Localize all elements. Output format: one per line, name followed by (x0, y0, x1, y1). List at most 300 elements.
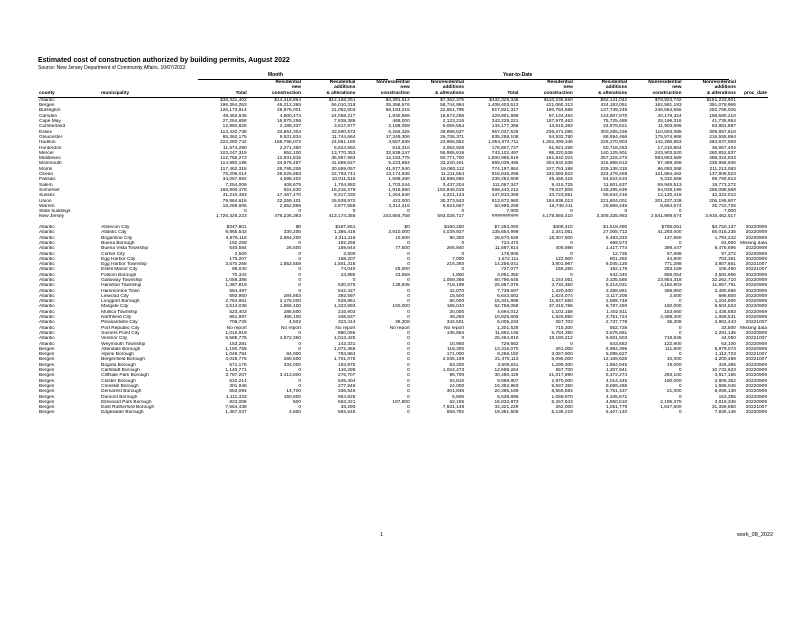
table-cell: 197,570,463 (546, 119, 573, 125)
table-cell: 192,258 (229, 240, 247, 246)
table-cell: 568,440,212 (491, 187, 519, 193)
table-cell: Carlstadt Borough (101, 368, 140, 374)
table-cell: 147,550 (664, 235, 682, 241)
table-cell: 12,169,626 (603, 357, 628, 363)
table-cell: 153,355 (718, 394, 736, 400)
table-cell: 12,120,418 (657, 193, 682, 199)
table-cell: 23,954,318 (657, 277, 682, 283)
table-cell: 2,582,956 (714, 272, 736, 278)
table-cell: 2,970,000 (551, 378, 573, 384)
table-cell: 12,950,826 (222, 124, 247, 130)
table-cell: 4,345,571 (605, 394, 628, 400)
table-cell: 2,062,928 (442, 145, 465, 151)
table-cell: 155,250 (555, 267, 573, 273)
table-cell: 7,000 (723, 209, 736, 215)
table-cell: 32,262,710 (711, 277, 736, 283)
table-cell: 408,675 (283, 182, 302, 188)
table-cell: 1,104,600 (714, 299, 736, 305)
ytd-hdr-res-add-3: & alterations (574, 91, 628, 98)
table-cell: 2,188,058 (388, 124, 410, 130)
table-cell: 243,884,758 (383, 214, 410, 220)
table-cell: 434,183,051 (600, 103, 628, 109)
table-cell: 44,050 (721, 336, 736, 342)
table-cell: Bergen (39, 357, 55, 363)
table-cell: 10,000 (666, 357, 682, 363)
table-cell: $7,362,375 (440, 97, 465, 103)
table-cell: 25,000 (395, 267, 410, 273)
table-cell: 9,415,725 (551, 182, 573, 188)
table-cell: 771,288 (664, 262, 682, 268)
table-cell: 31,359,850 (711, 405, 736, 411)
table-cell: 727,077 (501, 267, 519, 273)
table-cell: 168,796,072 (274, 140, 302, 146)
table-cell: 196,364,253 (219, 103, 247, 109)
table-cell: 88,220,539 (548, 150, 573, 156)
ytd-hdr-nonres-add-1: Nonresidential (702, 80, 736, 85)
table-cell: 3,576,661 (605, 330, 628, 336)
table-cell: 236,271,086 (546, 129, 573, 135)
table-cell: 6,964,396 (605, 346, 628, 352)
table-cell: 5,643,582 (497, 293, 519, 299)
hdr-nonres-new-2: new (400, 85, 410, 91)
table-cell: 852,100 (283, 150, 302, 156)
table-cell: 543,662 (609, 341, 628, 347)
table-cell: 3,807,661 (714, 262, 736, 268)
table-cell: 284,853 (283, 293, 302, 299)
table-cell: $160,250 (444, 225, 465, 231)
table-cell: 99,769,913 (711, 177, 736, 183)
table-cell: 41,869,627 (331, 161, 356, 167)
table-cell: 36,957,404 (711, 145, 736, 151)
table-cell: 136,864 (446, 330, 465, 336)
report-title: Estimated cost of construction authorized by building permits, August 2022 (38, 57, 290, 64)
table-cell: 1,302,499,346 (542, 140, 573, 146)
table-cell: 4,039,927 (442, 230, 465, 236)
table-cell: 1,701,076 (334, 357, 356, 363)
table-cell: 20220909 (745, 293, 767, 299)
hdr-res-new-1: Residential (275, 80, 302, 85)
table-cell: 252,766,025 (709, 108, 736, 114)
table-cell: 78,037,806 (548, 187, 573, 193)
table-cell: 0 (678, 240, 682, 246)
table-cell: 20220909 (745, 346, 767, 352)
table-cell: 718,845 (664, 336, 682, 342)
table-cell: 659,792 (446, 410, 465, 416)
table-cell: Allendale Borough (101, 346, 141, 352)
table-cell: 1,058,531 (714, 315, 736, 321)
table-cell: 1,059,386 (225, 277, 247, 283)
table-cell: 1,051,779 (605, 405, 628, 411)
table-cell: 20221007 (745, 336, 767, 342)
table-cell: 41,293,000 (657, 230, 682, 236)
table-cell: 20220909 (745, 256, 767, 262)
table-cell: 201,237,339 (654, 198, 682, 204)
table-cell: 610,214 (229, 378, 247, 384)
table-cell: 222,280,742 (219, 140, 247, 146)
table-cell: 20220909 (745, 362, 767, 368)
table-cell: 2,764,861 (225, 299, 247, 305)
table-cell: 7,000 (506, 209, 519, 215)
hdr-res-new-2: new (291, 85, 302, 91)
table-cell: 398,447 (664, 246, 682, 252)
table-cell: 3,057,900 (551, 352, 573, 358)
table-cell: 135,654,998 (491, 230, 519, 236)
table-cell: $4,391,912 (385, 97, 410, 103)
table-cell: 29,025,883 (277, 172, 302, 178)
table-cell: 0 (407, 405, 410, 411)
table-cell: 41,977,940 (385, 166, 410, 172)
table-cell: 1,598,260 (388, 177, 410, 183)
table-cell: 19,060,112 (440, 166, 465, 172)
table-cell: 466,100 (283, 315, 302, 321)
table-cell: 1,852,559 (279, 262, 302, 268)
table-cell: 65,015,235 (711, 230, 736, 236)
table-cell: 3,801,967 (551, 262, 573, 268)
table-cell: Egg Harbor City (101, 256, 136, 262)
table-cell: 0 (407, 346, 410, 352)
table-cell: 6,501,503 (605, 336, 628, 342)
table-cell: State buildings (39, 209, 71, 215)
table-cell: 2,341,051 (551, 230, 573, 236)
table-cell: 816,845,266 (491, 172, 519, 178)
table-cell: 0 (298, 240, 302, 246)
table-cell: Bergen (39, 383, 55, 389)
hdr-county: county (38, 91, 100, 98)
table-cell: 392,597 (338, 293, 356, 299)
table-cell: Somers Point City (101, 330, 140, 336)
table-cell: 247,753,198 (546, 166, 573, 172)
table-cell: 6,095,000 (551, 357, 573, 363)
table-cell: Corbin City (101, 251, 125, 257)
table-cell: 16,749,411 (549, 203, 573, 209)
table-cell: 615,310 (392, 145, 410, 151)
table-cell: 535,258,108 (491, 134, 519, 140)
table-cell: 413,174,355 (328, 214, 356, 220)
table-cell: 4,502 (289, 320, 302, 326)
table-cell: Folsom Borough (101, 272, 137, 278)
table-cell: 3,437,204 (442, 182, 465, 188)
table-cell: 2,195,375 (660, 399, 682, 405)
table-cell: 0 (570, 341, 573, 347)
table-cell: 11,697,814 (494, 246, 519, 252)
table-cell: 171,000 (446, 352, 465, 358)
table-cell: 277,946 (338, 383, 356, 389)
table-cell: 17,349,306 (385, 134, 410, 140)
table-cell: 20221007 (745, 352, 767, 358)
table-cell: 26,939,972 (331, 198, 356, 204)
table-cell: 114,992,196 (220, 161, 247, 167)
table-cell: 15,500 (449, 293, 465, 299)
table-cell: 5,585,775 (225, 336, 247, 342)
table-cell: 0 (298, 209, 302, 215)
table-cell: Cumberland (39, 124, 66, 130)
table-cell: 121,964,462 (654, 172, 682, 178)
table-cell: 0 (461, 240, 465, 246)
table-cell: 301,848 (446, 389, 465, 395)
table-cell: 20220909 (745, 341, 767, 347)
table-cell: Estell Manor City (101, 267, 138, 273)
table-cell: No report (335, 325, 356, 331)
table-cell: 323,414 (338, 320, 356, 326)
table-cell: 20220909 (745, 410, 767, 416)
table-cell: 3,677,656 (334, 203, 356, 209)
table-cell: 0 (407, 277, 410, 283)
table-cell: 137,739,249 (600, 108, 628, 114)
table-cell: 801,250 (609, 256, 628, 262)
table-cell: 20220909 (745, 299, 767, 305)
table-cell: 2,589,748 (605, 299, 628, 305)
table-cell: 1,703,244 (388, 182, 410, 188)
table-cell: 2,963,443 (714, 320, 736, 326)
table-cell: 40,178,324 (657, 113, 682, 119)
table-cell: 10,011,515 (331, 177, 356, 183)
table-cell: 2,176,000 (279, 299, 302, 305)
table-cell: 20221007 (745, 320, 767, 326)
table-cell: $0 (404, 225, 410, 231)
table-cell: 500 (293, 399, 302, 405)
table-cell: Atlantic (39, 230, 55, 236)
table-cell: 326,366 (718, 362, 736, 368)
table-cell: 26,500 (286, 246, 302, 252)
table-cell: Missing data (740, 240, 767, 246)
table-cell: 12,193,775 (385, 156, 410, 162)
table-cell: 0 (407, 368, 410, 374)
table-cell: 111,600 (664, 346, 682, 352)
table-cell: 593,028,717 (437, 214, 465, 220)
table-cell: Edgewater Borough (101, 410, 144, 416)
table-cell: 49,462,845 (222, 113, 247, 119)
table-cell: 13,770,353 (331, 150, 356, 156)
table-cell: 5,597,350 (551, 383, 573, 389)
table-cell: 22,951,795 (440, 108, 465, 114)
table-cell: 1,686,045 (714, 383, 736, 389)
table-cell: 429,801,898 (491, 113, 519, 119)
table-cell: 2,500 (343, 251, 356, 257)
table-cell: Union (39, 198, 52, 204)
table-cell: 60,996,259 (494, 203, 519, 209)
table-cell: Linwood City (101, 293, 129, 299)
table-cell: 1,140,771 (225, 368, 247, 374)
table-cell: 3,751,724 (605, 315, 628, 321)
table-cell: 17,467,470 (277, 193, 302, 199)
table-cell: Bergen (39, 373, 55, 379)
table-cell: 46,212,365 (277, 103, 302, 109)
table-cell: 168,207 (338, 256, 356, 262)
table-cell: Atlantic (39, 246, 55, 252)
table-cell: 1,402,611 (606, 309, 628, 315)
table-cell: 90,300 (449, 235, 465, 241)
table-cell: 0 (298, 256, 302, 262)
table-cell: 1,864,945 (605, 362, 628, 368)
table-cell: Atlantic (39, 251, 55, 257)
table-cell: 3,314,416 (388, 203, 410, 209)
table-cell: 1,059,970 (551, 394, 573, 400)
table-cell: $14,418,864 (274, 97, 302, 103)
table-cell: 0 (298, 341, 302, 347)
table-cell: 25,454,810 (494, 336, 519, 342)
table-cell: 5,056,554 (442, 124, 465, 130)
table-cell: Bergen (39, 389, 55, 395)
table-cell: 150,000 (392, 304, 410, 310)
table-cell: 0 (407, 256, 410, 262)
table-cell: 0 (678, 368, 682, 374)
table-cell: Atlantic (39, 97, 55, 103)
table-cell: 148,285,639 (600, 187, 628, 193)
table-cell: 224,478,459 (600, 172, 628, 178)
table-cell: 25,987,075 (494, 283, 519, 289)
table-cell: 3,514,036 (225, 304, 247, 310)
table-cell: 22,793,741 (331, 172, 356, 178)
table-cell: 422,000 (392, 198, 410, 204)
table-cell: 0 (678, 209, 682, 215)
table-cell: 563,321 (338, 399, 356, 405)
table-cell: 1,102,158 (551, 309, 573, 315)
table-cell: 36,308 (666, 320, 682, 326)
table-cell: 35,396,576 (385, 103, 410, 109)
table-cell: 60,718,263 (603, 145, 628, 151)
table-cell: Northfield City (101, 315, 132, 321)
table-cell: 25,722,725 (711, 203, 736, 209)
table-cell: 0 (570, 251, 573, 257)
table-cell: 9,531,834 (279, 134, 302, 140)
table-cell: 54,532,780 (548, 134, 573, 140)
table-cell: 20220909 (745, 304, 767, 310)
table-cell: 113,420,738 (220, 129, 247, 135)
table-cell: Bergen (39, 103, 55, 109)
table-cell: $38,331,402 (219, 97, 247, 103)
table-cell: 957,037,525 (491, 129, 519, 135)
table-cell: 14,256,041 (494, 262, 519, 268)
table-cell: 4,550,510 (605, 399, 628, 405)
table-cell: 11,801,637 (603, 182, 628, 188)
table-cell: 2,737,779 (605, 320, 628, 326)
table-cell: 24,876,621 (603, 124, 628, 130)
table-cell: Bergen (39, 362, 55, 368)
table-cell: 5,538,896 (497, 394, 519, 400)
table-cell: 0 (678, 299, 682, 305)
table-cell: No report (226, 325, 247, 331)
table-cell: Galloway Township (101, 277, 143, 283)
report-source: Source: New Jersey Department of Community Affairs, 10/07/2022 (38, 65, 186, 71)
table-cell: 0 (244, 209, 247, 215)
table-cell: 5,751,437 (605, 389, 628, 395)
table-cell: 1,647,600 (660, 405, 682, 411)
table-cell: Passaic (39, 177, 56, 183)
table-cell: 112,755,273 (220, 156, 247, 162)
table-cell: 4,572,350 (279, 336, 302, 342)
table-cell: No report (444, 325, 465, 331)
table-cell: 262,000 (555, 405, 573, 411)
table-cell: Camden (39, 113, 58, 119)
table-cell: 216,393 (446, 262, 465, 268)
table-cell: 0 (407, 394, 410, 400)
table-cell: 468,000 (392, 119, 410, 125)
table-cell: 4,598,402 (279, 177, 302, 183)
table-cell: 30,490,429 (494, 373, 519, 379)
table-cell: 27,005,712 (603, 230, 628, 236)
table-cell: 4,178,565,410 (542, 214, 573, 220)
table-cell: 37,315,786 (548, 304, 573, 310)
table-cell: Hammonton Town (101, 288, 140, 294)
table-cell: 316,958,613 (600, 161, 628, 167)
table-cell: $151,233,901 (706, 97, 736, 103)
table-cell: 5,372,274 (605, 373, 628, 379)
table-cell: 1,385,416 (334, 230, 356, 236)
table-cell: 330,200 (283, 230, 302, 236)
table-cell: 0 (298, 251, 302, 257)
table-cell: Atlantic (39, 309, 55, 315)
table-cell: 10,925,605 (494, 315, 519, 321)
table-cell: 11,903,596 (657, 124, 682, 130)
table-cell: $78,924,732 (654, 97, 682, 103)
table-cell: 469,850 (664, 288, 682, 294)
table-cell: 1,072,465 (334, 346, 356, 352)
table-cell: 6,483,333 (605, 235, 628, 241)
table-cell: 3,787,207 (225, 373, 247, 379)
table-cell: 9,865,543 (225, 230, 247, 236)
table-cell: $1,519,490 (603, 225, 628, 231)
table-cell: 0 (407, 357, 410, 363)
table-cell: 0 (298, 368, 302, 374)
table-cell: 13,515,282 (548, 124, 573, 130)
table-cell: Port Republic City (101, 325, 140, 331)
table-cell: 0 (298, 378, 302, 384)
table-cell: 528,861 (338, 299, 356, 305)
table-cell: Gloucester (39, 134, 63, 140)
table-cell: 523,403 (229, 309, 247, 315)
table-cell: 2,652,866 (279, 203, 302, 209)
table-cell: 880,055 (338, 330, 356, 336)
table-cell: 6,045,125 (605, 262, 628, 268)
table-cell: 9,969,807 (497, 378, 519, 384)
table-cell: 44,600 (666, 256, 682, 262)
table-cell: 6,056,138 (714, 389, 736, 395)
table-cell: Elmwood Park Borough (101, 399, 152, 405)
table-cell: 2,564,200 (279, 235, 302, 241)
table-cell: $92,131,042 (600, 97, 628, 103)
table-cell: 530,575 (338, 283, 356, 289)
table-cell: 20220909 (745, 399, 767, 405)
table-cell: 3,335,586 (605, 277, 628, 283)
table-cell: 0 (407, 330, 410, 336)
table-cell: 26,736,371 (440, 134, 465, 140)
table-cell: 150,800 (283, 394, 302, 400)
table-cell: 30,659,057 (331, 166, 356, 172)
table-cell: 18,698,865 (440, 177, 465, 183)
table-cell: 6,624,692 (334, 145, 356, 151)
table-cell: 593,683,689 (654, 156, 682, 162)
table-cell: 0 (407, 251, 410, 257)
table-cell: Atlantic (39, 256, 55, 262)
table-cell: 238,958,946 (709, 161, 736, 167)
table-cell: 246,554,555 (654, 108, 682, 114)
table-cell: 3,413,800 (279, 373, 302, 379)
table-cell: 16,832,873 (494, 399, 519, 405)
table-cell: Atlantic (39, 320, 55, 326)
file-name: work_08_2022 (737, 532, 774, 538)
table-cell: 6,504,823 (714, 304, 736, 310)
table-cell: 30,373,543 (440, 198, 465, 204)
table-cell: Ocean (39, 172, 54, 178)
table-cell: 86,093,268 (657, 166, 682, 172)
table-cell: ########## (491, 214, 519, 220)
table-cell: $4,750,137 (711, 225, 736, 231)
table-cell: 58,744,994 (440, 103, 465, 109)
table-cell: 0 (298, 330, 302, 336)
table-cell: $110,235,660 (543, 97, 573, 103)
table-cell: 1,855,100 (279, 304, 302, 310)
table-cell: 283,100 (664, 373, 682, 379)
